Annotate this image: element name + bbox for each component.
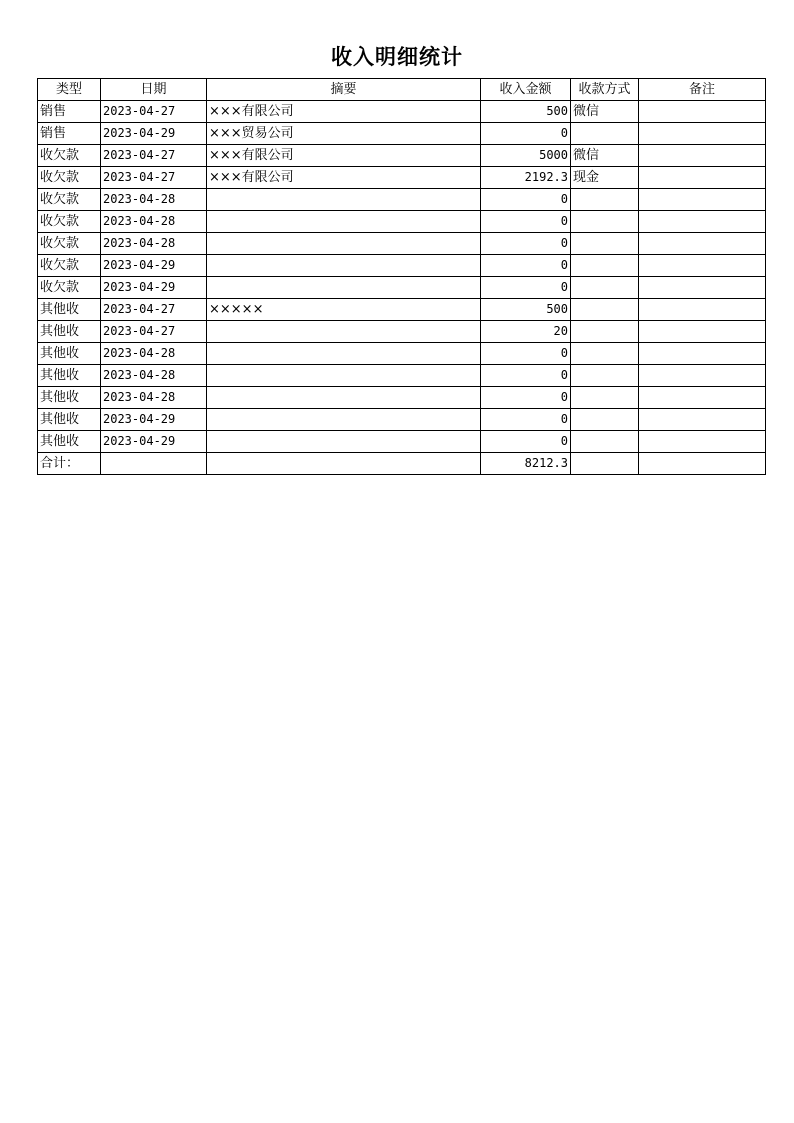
table-body — [38, 101, 766, 453]
note-cell — [639, 211, 766, 233]
page-title: 收入明细统计 — [331, 45, 463, 69]
type-cell: 收欠款 — [38, 233, 101, 255]
amount-cell: 20 — [481, 321, 571, 343]
method-cell — [571, 409, 639, 431]
amount-cell: 0 — [481, 277, 571, 299]
date-cell: 2023-04-28 — [101, 365, 207, 387]
method-cell — [571, 233, 639, 255]
column-header-note: 备注 — [639, 79, 766, 101]
table-row — [38, 123, 766, 145]
table-row — [38, 431, 766, 453]
note-cell — [639, 299, 766, 321]
type-cell: 其他收 — [38, 387, 101, 409]
total-method-cell — [571, 453, 639, 475]
total-summary-cell — [207, 453, 481, 475]
table-row — [38, 211, 766, 233]
date-cell: 2023-04-28 — [101, 189, 207, 211]
table-header-row — [38, 79, 766, 101]
date-cell: 2023-04-28 — [101, 343, 207, 365]
amount-cell: 0 — [481, 123, 571, 145]
method-cell — [571, 365, 639, 387]
summary-cell — [207, 255, 481, 277]
method-cell — [571, 343, 639, 365]
amount-cell: 0 — [481, 255, 571, 277]
method-cell — [571, 299, 639, 321]
date-cell: 2023-04-29 — [101, 409, 207, 431]
method-cell: 微信 — [571, 145, 639, 167]
table-row — [38, 299, 766, 321]
type-cell: 销售 — [38, 123, 101, 145]
table-row — [38, 145, 766, 167]
summary-cell — [207, 431, 481, 453]
method-cell — [571, 189, 639, 211]
summary-cell — [207, 233, 481, 255]
date-cell: 2023-04-27 — [101, 101, 207, 123]
amount-cell: 2192.3 — [481, 167, 571, 189]
date-cell: 2023-04-29 — [101, 255, 207, 277]
method-cell — [571, 321, 639, 343]
summary-cell — [207, 321, 481, 343]
table-row — [38, 255, 766, 277]
date-cell: 2023-04-29 — [101, 277, 207, 299]
amount-cell: 0 — [481, 343, 571, 365]
summary-cell — [207, 343, 481, 365]
table-row — [38, 321, 766, 343]
date-cell: 2023-04-27 — [101, 299, 207, 321]
summary-cell — [207, 189, 481, 211]
amount-cell: 0 — [481, 189, 571, 211]
summary-cell: ×××有限公司 — [207, 101, 481, 123]
note-cell — [639, 431, 766, 453]
date-cell: 2023-04-27 — [101, 145, 207, 167]
note-cell — [639, 365, 766, 387]
note-cell — [639, 145, 766, 167]
type-cell: 收欠款 — [38, 255, 101, 277]
method-cell — [571, 277, 639, 299]
summary-cell: ××××× — [207, 299, 481, 321]
date-cell: 2023-04-29 — [101, 123, 207, 145]
summary-cell — [207, 409, 481, 431]
method-cell — [571, 211, 639, 233]
type-cell: 其他收 — [38, 321, 101, 343]
note-cell — [639, 277, 766, 299]
amount-cell: 0 — [481, 365, 571, 387]
note-cell — [639, 167, 766, 189]
date-cell: 2023-04-28 — [101, 211, 207, 233]
table-row — [38, 409, 766, 431]
summary-cell: ×××贸易公司 — [207, 123, 481, 145]
method-cell — [571, 387, 639, 409]
summary-cell — [207, 277, 481, 299]
date-cell: 2023-04-27 — [101, 167, 207, 189]
type-cell: 收欠款 — [38, 167, 101, 189]
type-cell: 其他收 — [38, 343, 101, 365]
note-cell — [639, 189, 766, 211]
column-header-method: 收款方式 — [571, 79, 639, 101]
amount-cell: 0 — [481, 387, 571, 409]
summary-cell: ×××有限公司 — [207, 145, 481, 167]
method-cell — [571, 123, 639, 145]
method-cell — [571, 431, 639, 453]
type-cell: 收欠款 — [38, 189, 101, 211]
table-row — [38, 189, 766, 211]
amount-cell: 0 — [481, 409, 571, 431]
summary-cell — [207, 211, 481, 233]
note-cell — [639, 409, 766, 431]
amount-cell: 0 — [481, 233, 571, 255]
note-cell — [639, 255, 766, 277]
type-cell: 其他收 — [38, 409, 101, 431]
total-note-cell — [639, 453, 766, 475]
table-row — [38, 387, 766, 409]
amount-cell: 500 — [481, 101, 571, 123]
note-cell — [639, 343, 766, 365]
table-row — [38, 233, 766, 255]
column-header-date: 日期 — [101, 79, 207, 101]
column-header-amount: 收入金额 — [481, 79, 571, 101]
type-cell: 其他收 — [38, 299, 101, 321]
income-table — [37, 78, 766, 475]
table-row — [38, 101, 766, 123]
date-cell: 2023-04-29 — [101, 431, 207, 453]
column-header-summary: 摘要 — [207, 79, 481, 101]
type-cell: 收欠款 — [38, 277, 101, 299]
amount-cell: 0 — [481, 431, 571, 453]
table-row — [38, 277, 766, 299]
method-cell: 现金 — [571, 167, 639, 189]
table-row — [38, 167, 766, 189]
table-row — [38, 365, 766, 387]
table-row — [38, 343, 766, 365]
column-header-type: 类型 — [38, 79, 101, 101]
total-label: 合计： — [38, 453, 101, 475]
summary-cell — [207, 387, 481, 409]
amount-cell: 5000 — [481, 145, 571, 167]
type-cell: 收欠款 — [38, 145, 101, 167]
note-cell — [639, 233, 766, 255]
date-cell: 2023-04-28 — [101, 387, 207, 409]
date-cell: 2023-04-28 — [101, 233, 207, 255]
type-cell: 销售 — [38, 101, 101, 123]
summary-cell: ×××有限公司 — [207, 167, 481, 189]
type-cell: 其他收 — [38, 365, 101, 387]
total-amount: 8212.3 — [481, 453, 571, 475]
date-cell: 2023-04-27 — [101, 321, 207, 343]
type-cell: 收欠款 — [38, 211, 101, 233]
note-cell — [639, 387, 766, 409]
method-cell — [571, 255, 639, 277]
note-cell — [639, 101, 766, 123]
amount-cell: 500 — [481, 299, 571, 321]
amount-cell: 0 — [481, 211, 571, 233]
total-date-cell — [101, 453, 207, 475]
note-cell — [639, 123, 766, 145]
summary-cell — [207, 365, 481, 387]
note-cell — [639, 321, 766, 343]
type-cell: 其他收 — [38, 431, 101, 453]
total-row — [38, 453, 766, 475]
method-cell: 微信 — [571, 101, 639, 123]
